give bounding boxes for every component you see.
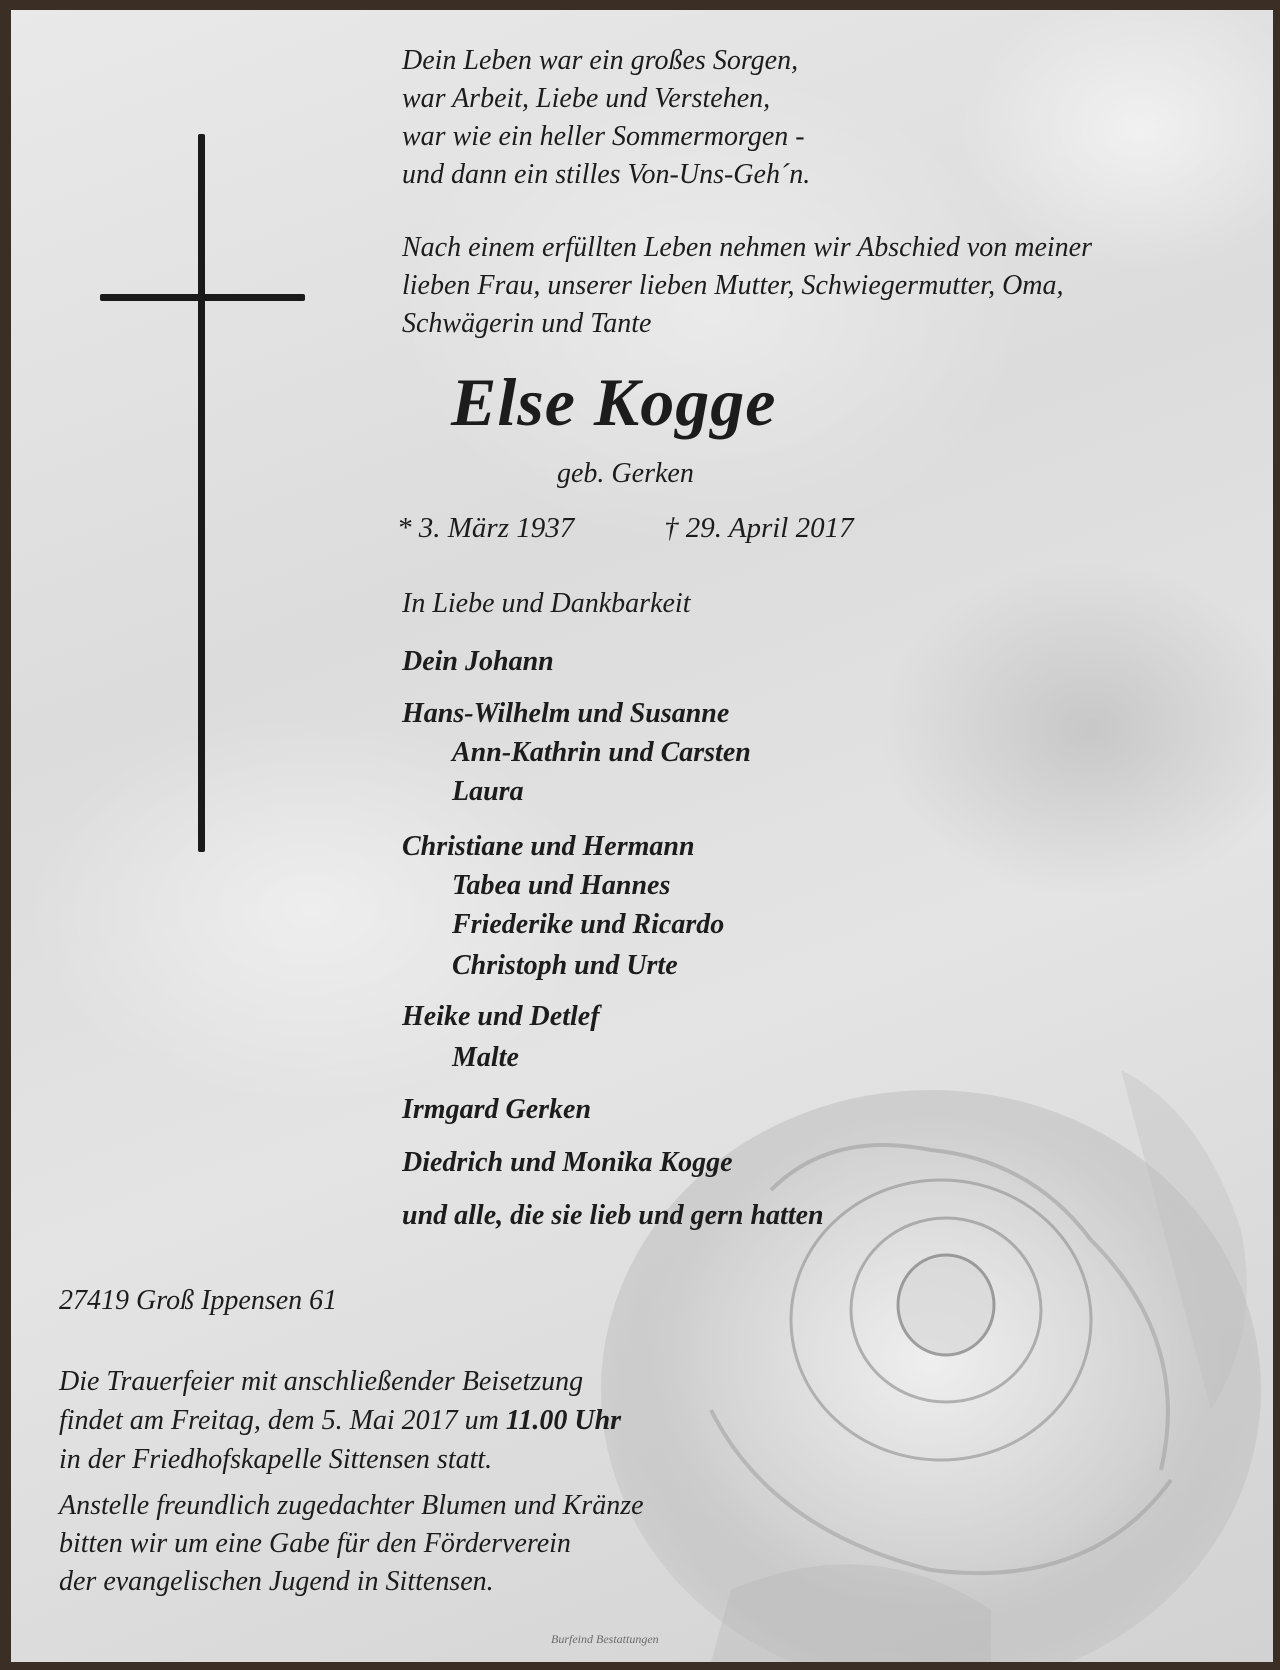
poem-line: Dein Leben war ein großes Sorgen, [402, 45, 799, 76]
service-line: Die Trauerfeier mit anschließender Beisetzung [59, 1366, 584, 1397]
birth-date: * 3. März 1937 [397, 512, 575, 544]
gratitude-line: In Liebe und Dankbarkeit [402, 588, 691, 619]
mourner-line: Hans-Wilhelm und Susanne [402, 698, 730, 729]
service-time: 11.00 Uhr [505, 1405, 622, 1436]
mourner-line: Tabea und Hannes [452, 870, 671, 901]
mourner-line: Irmgard Gerken [402, 1094, 592, 1125]
undertaker-credit: Burfeind Bestattungen [551, 1632, 659, 1646]
mourner-line: Diedrich und Monika Kogge [402, 1147, 733, 1178]
mourner-line: Christoph und Urte [452, 950, 678, 981]
mourner-line: Friederike und Ricardo [452, 909, 725, 940]
birth-name: geb. Gerken [557, 458, 694, 489]
service-date: findet am Freitag, dem 5. Mai 2017 um [59, 1405, 506, 1436]
poem-line: war wie ein heller Sommermorgen - [402, 121, 805, 152]
mourner-line: und alle, die sie lieb und gern hatten [402, 1200, 824, 1231]
poem [402, 42, 810, 194]
mourner-line: Dein Johann [402, 646, 554, 677]
donation-line: der evangelischen Jugend in Sittensen. [59, 1566, 494, 1597]
service-line: in der Friedhofskapelle Sittensen statt. [59, 1444, 493, 1475]
donation-line: bitten wir um eine Gabe für den Förderverein [59, 1528, 571, 1559]
address: 27419 Groß Ippensen 61 [59, 1285, 338, 1316]
donation-request [59, 1487, 644, 1601]
mourner-line: Christiane und Hermann [402, 831, 695, 862]
intro-text [402, 229, 1092, 343]
poem-line: und dann ein stilles Von-Uns-Geh´n. [402, 159, 811, 190]
mourner-line: Malte [452, 1042, 519, 1073]
mourner-line: Ann-Kathrin und Carsten [452, 737, 751, 768]
death-date: † 29. April 2017 [664, 512, 854, 544]
funeral-service-info [59, 1362, 621, 1479]
intro-line: lieben Frau, unserer lieben Mutter, Schwiegermutter, Oma, [402, 270, 1064, 301]
poem-line: war Arbeit, Liebe und Verstehen, [402, 83, 771, 114]
intro-line: Schwägerin und Tante [402, 308, 652, 339]
service-line [59, 1401, 621, 1440]
intro-line: Nach einem erfüllten Leben nehmen wir Abschied von meiner [402, 232, 1092, 263]
mourner-line: Laura [452, 776, 524, 807]
mourner-line: Heike und Detlef [402, 1001, 600, 1032]
donation-line: Anstelle freundlich zugedachter Blumen und Kränze [59, 1490, 644, 1521]
obituary-card [11, 10, 1273, 1662]
deceased-name: Else Kogge [451, 364, 777, 440]
